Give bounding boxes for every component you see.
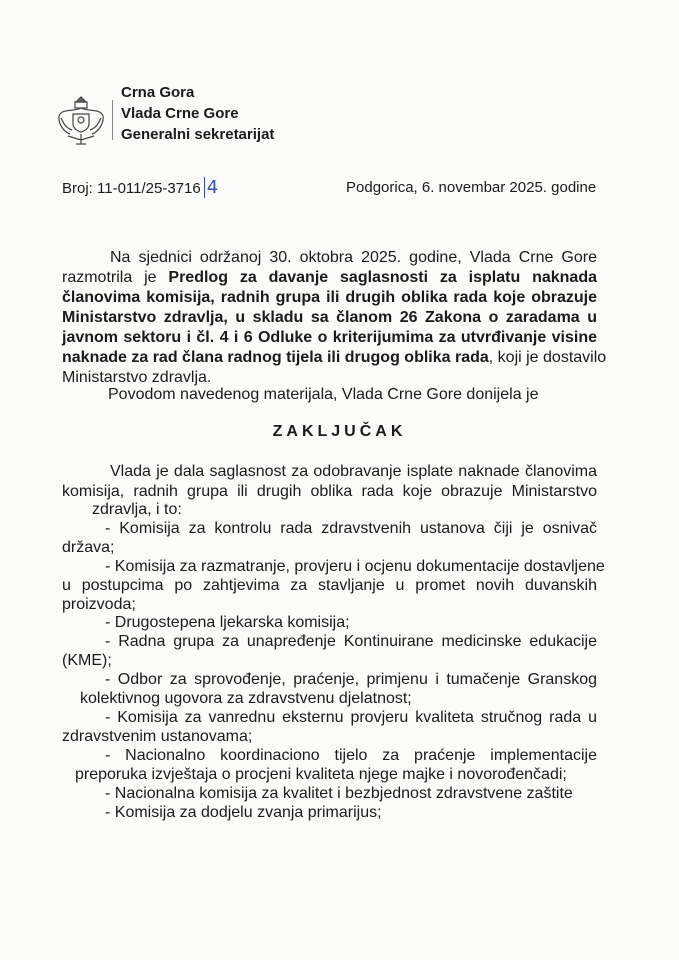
list-item: u postupcima po zahtjevima za stavljanje u promet novih duvanskih <box>62 577 597 594</box>
place-date: Podgorica, 6. novembar 2025. godine <box>346 179 597 196</box>
list-item: - Komisija za kontrolu rada zdravstvenih ustanova čiji je osnivač <box>105 520 597 537</box>
intro-text: razmotrila je <box>62 269 169 286</box>
proposal-title: Ministarstvo zdravlja, u skladu sa članom 26 Zakona o zaradama u <box>62 309 597 326</box>
list-item: - Komisija za razmatranje, provjeru i ocjenu dokumentacije dostavljene <box>105 558 605 575</box>
reference-number-text: Broj: 11-011/25-3716 <box>62 180 201 197</box>
conclusion-line: Vlada je dala saglasnost za odobravanje isplate naknade članovima <box>110 463 597 480</box>
header-department: Generalni sekretarijat <box>121 126 275 143</box>
intro-line <box>62 308 597 327</box>
intro-line <box>62 268 597 287</box>
coat-of-arms-logo <box>56 94 106 146</box>
list-item: država; <box>62 539 115 556</box>
list-item: - Nacionalno koordinaciono tijelo za praćenje implementacije <box>105 747 597 764</box>
reference-number <box>62 178 218 198</box>
list-item: - Drugostepena ljekarska komisija; <box>105 614 350 631</box>
intro-text: , koji je dostavilo <box>488 349 607 366</box>
header-divider <box>112 100 113 140</box>
list-item: - Nacionalna komisija za kvalitet i bezbjednost zdravstvene zaštite <box>105 785 573 802</box>
list-item: - Radna grupa za unapređenje Kontinuirane medicinske edukacije <box>105 633 597 650</box>
list-item: - Komisija za dodjelu zvanja primarijus; <box>105 804 382 821</box>
proposal-title: javnom sektoru i čl. 4 i 6 Odluke o kriterijumima za utvrđivanje visine <box>62 329 597 346</box>
intro-line: Povodom navedenog materijala, Vlada Crne Gore donijela je <box>108 386 539 403</box>
list-item: zdravstvenim ustanovama; <box>62 728 253 745</box>
intro-line: Ministarstvo zdravlja. <box>62 369 212 386</box>
list-item: - Odbor za sprovođenje, praćenje, primjenu i tumačenje Granskog <box>105 671 597 688</box>
intro-line <box>62 348 607 367</box>
intro-line: Na sjednici održanoj 30. oktobra 2025. godine, Vlada Crne Gore <box>110 249 597 266</box>
proposal-title: naknade za rad člana radnog tijela ili drugog oblika rada <box>62 349 489 366</box>
conclusion-line: komisija, radnih grupa ili drugih oblika rada koje obrazuje Ministarstvo <box>62 483 597 500</box>
intro-line <box>62 328 597 347</box>
conclusion-line: zdravlja, i to: <box>92 501 182 518</box>
proposal-title: članovima komisija, radnih grupa ili drugih oblika rada koje obrazuje <box>62 289 597 306</box>
list-item: (KME); <box>62 652 112 669</box>
header-country: Crna Gora <box>121 84 195 101</box>
handwritten-number: 4 <box>204 177 218 198</box>
proposal-title: Predlog za davanje saglasnosti za isplatu naknada <box>168 269 598 286</box>
list-item: - Komisija za vanrednu eksternu provjeru kvaliteta stručnog rada u <box>105 709 597 726</box>
conclusion-title: ZAKLJUČAK <box>272 423 407 440</box>
list-item: proizvoda; <box>62 596 136 613</box>
list-item: kolektivnog ugovora za zdravstvenu djelatnost; <box>80 690 412 707</box>
list-item: preporuka izvještaja o procjeni kvaliteta njege majke i novorođenčadi; <box>75 766 567 783</box>
header-government: Vlada Crne Gore <box>121 105 239 122</box>
intro-line <box>62 288 597 307</box>
